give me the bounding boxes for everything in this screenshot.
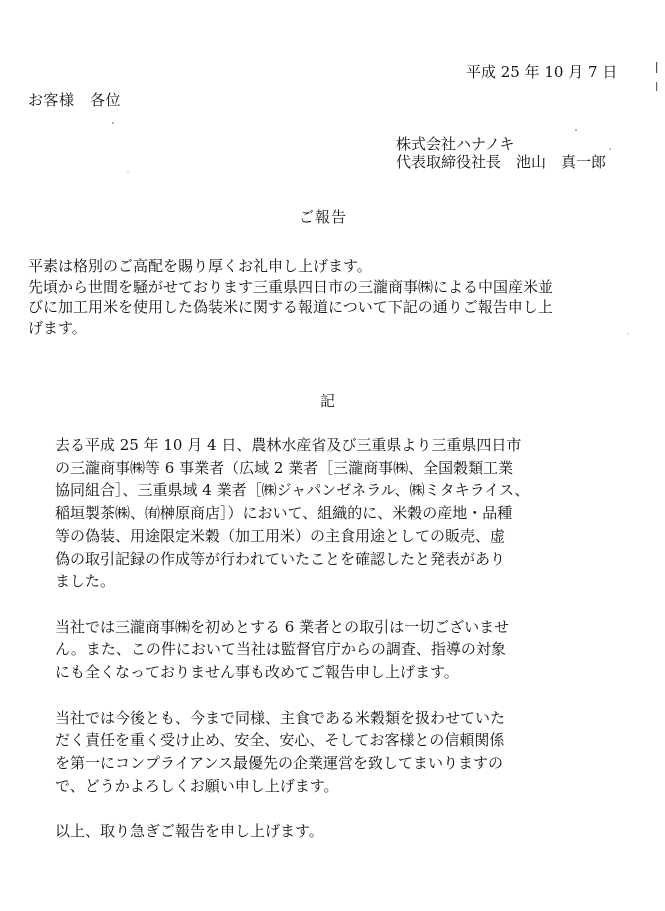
letter-title: ご報告 [299,208,348,226]
body-line: ん。また、この件において当社は監督官庁からの調査、指導の対象 [55,640,506,659]
addressee: お客様 各位 [28,91,122,109]
letter-date: 平成 25 年 10 月 7 日 [466,63,618,81]
body-line: ました。 [55,572,116,591]
body-line: 当社では三瀧商事㈱を初めとする 6 業者との取引は一切ございませ [55,617,510,636]
intro-line: 平素は格別のご高配を賜り厚くお礼申し上げます。 [28,257,372,275]
body-line: の三瀧商事㈱等 6 事業者（広域 2 業者［三瀧商事㈱、全国穀類工業 [55,458,514,477]
body-line: 当社では今後とも、今まで同様、主食である米穀類を扱わせていた [55,708,506,727]
ki-heading: 記 [320,392,336,410]
intro-line: 先頃から世間を騒がせております三重県四日市の三瀧商事㈱による中国産米並 [28,277,554,296]
body-line: 偽の取引記録の作成等が行われていたことを確認したと発表があり [55,549,506,568]
body-paragraph [55,707,615,798]
body-paragraph [55,616,615,684]
body-line: 以上、取り急ぎご報告を申し上げます。 [55,822,324,841]
letter-body [55,434,615,843]
scan-speck [127,171,128,172]
body-line: 協同組合］、三重県域 4 業者［㈱ジャパンゼネラル、㈱ミタキライス、 [55,481,530,500]
body-line: 稲垣製茶㈱、㈲榊原商店］）において、組織的に、米穀の産地・品種 [55,504,513,523]
scan-speck [656,62,657,73]
intro-paragraph [28,256,638,338]
scan-speck [112,122,114,124]
body-line: を第一にコンプライアンス最優先の企業運営を致してまいりますの [55,754,504,773]
sender-representative: 代表取締役社長 池山 真一郎 [396,153,607,171]
body-line: だく責任を重く受け止め、安全、安心、そしてお客様との信頼関係 [55,731,505,750]
body-line: で、どうかよろしくお願い申し上げます。 [55,776,339,795]
sender-company: 株式会社ハナノキ [396,135,515,153]
scan-speck [575,129,577,131]
scan-speck [656,82,657,91]
body-paragraph [55,434,615,593]
body-paragraph [55,820,615,843]
body-line: 等の偽装、用途限定米穀（加工用米）の主食用途としての販売、虚 [55,526,506,545]
body-line: にも全くなっておりません事も改めてご報告申し上げます。 [55,663,459,682]
scan-speck [609,148,611,150]
intro-line: びに加工用米を使用した偽装米に関する報道について下記の通りご報告申し上 [28,298,553,316]
intro-line: げます。 [28,318,87,337]
body-line: 去る平成 25 年 10 月 4 日、農林水産省及び三重県より三重県四日市 [55,436,522,454]
